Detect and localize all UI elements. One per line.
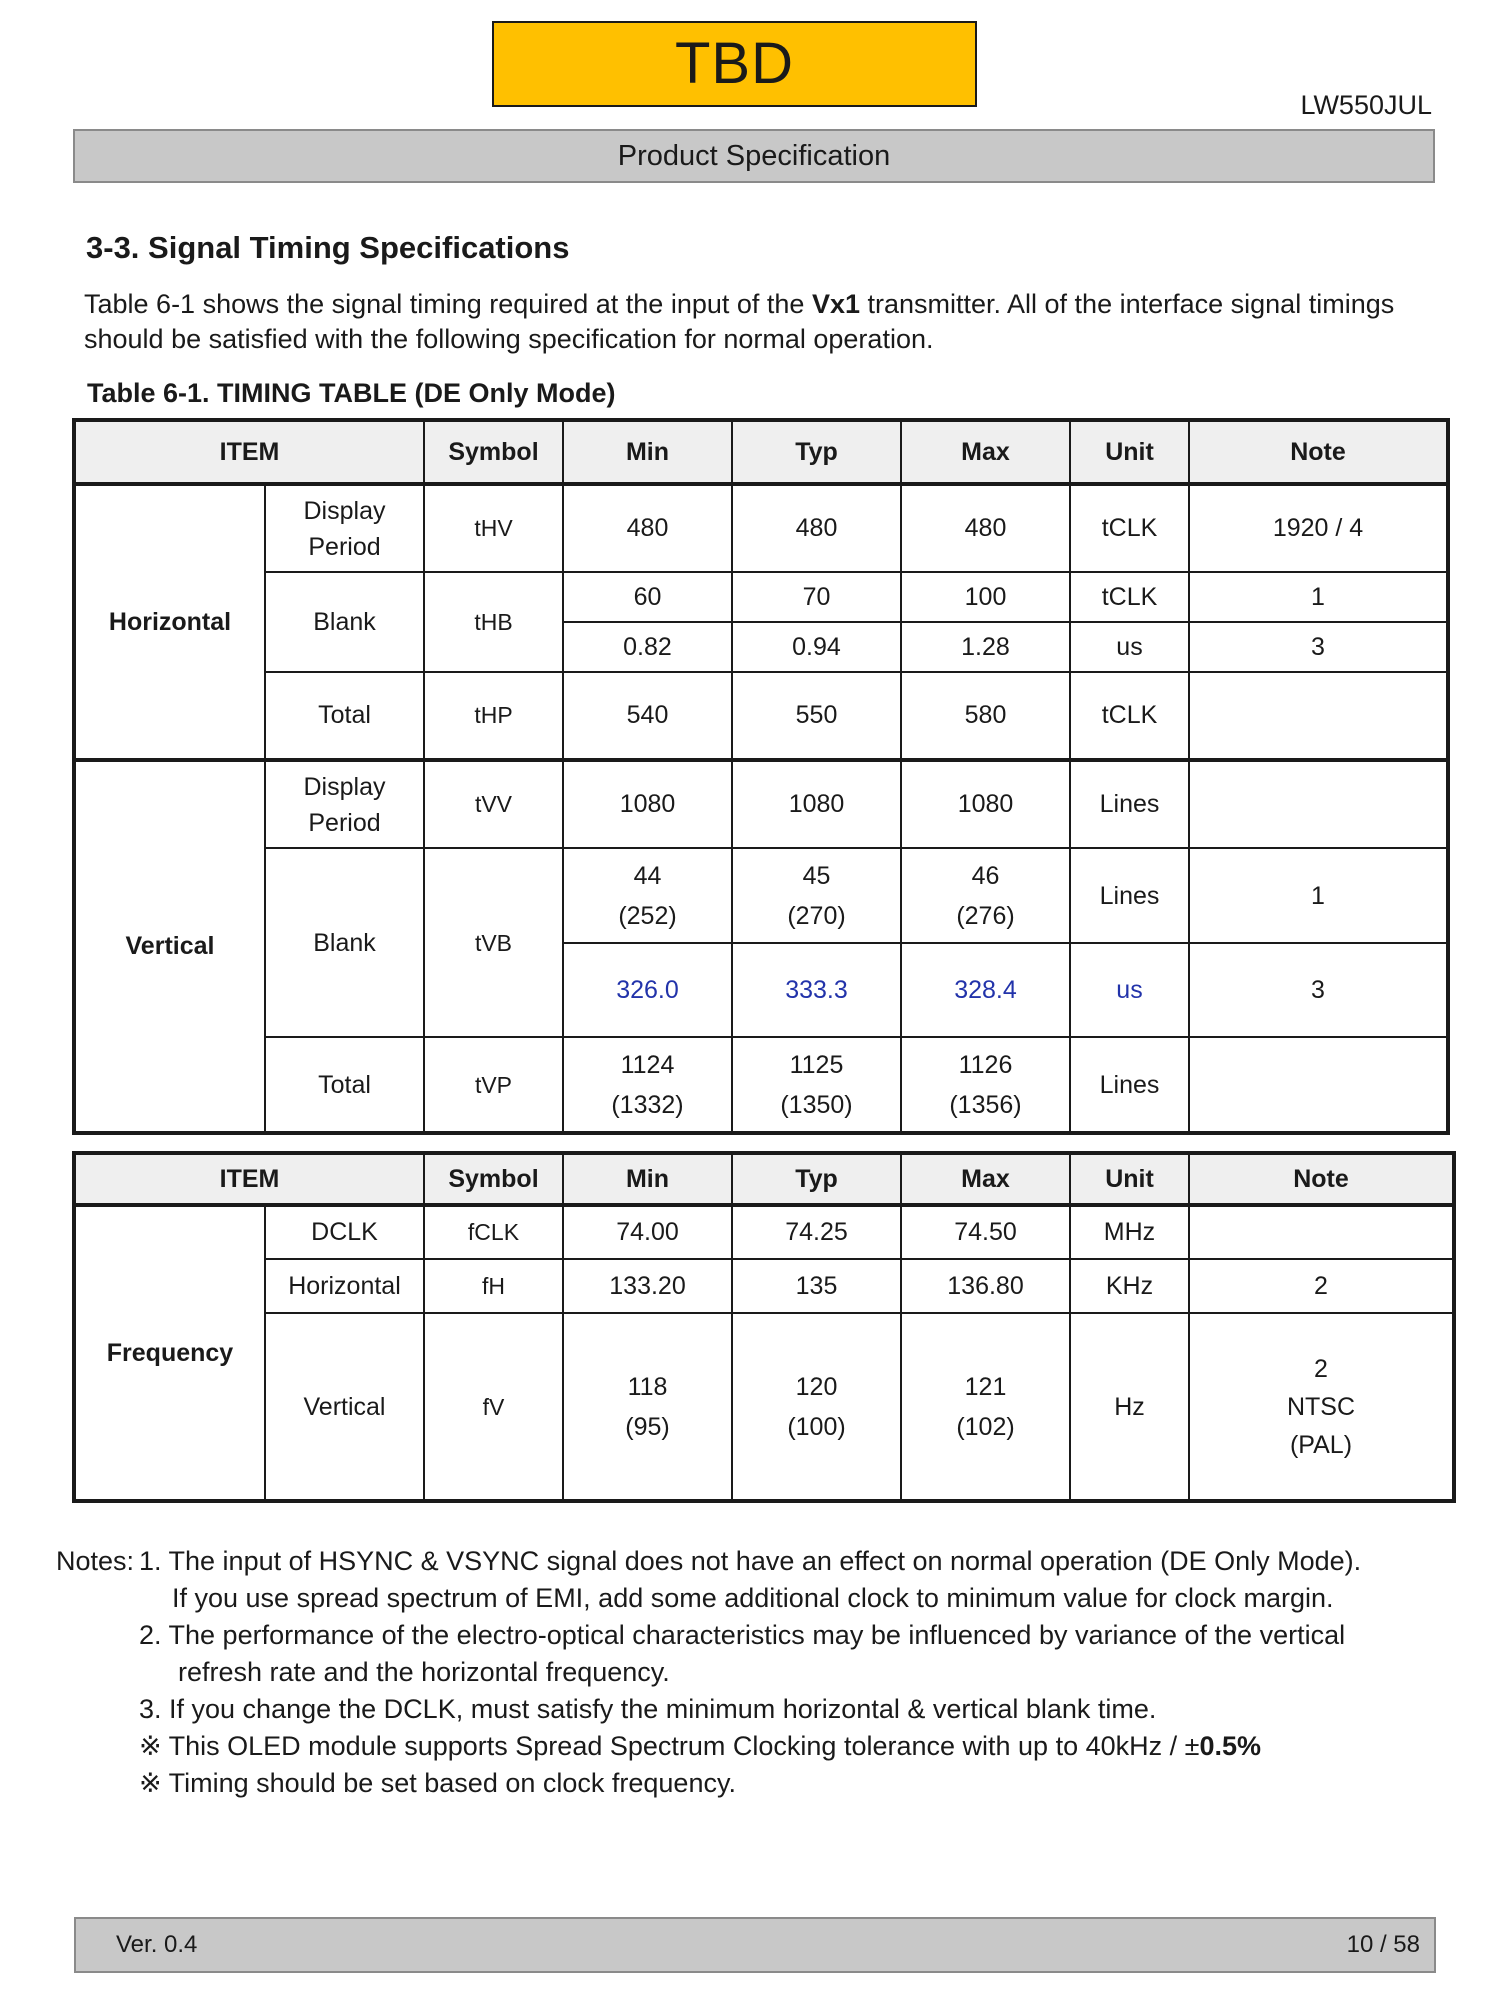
header-unit: Unit (1070, 1153, 1189, 1205)
header-unit: Unit (1070, 420, 1189, 484)
note-1: 1. The input of HSYNC & VSYNC signal does not have an effect on normal operation (DE Only Mode). (139, 1546, 1362, 1576)
symbol-cell: tHB (424, 572, 563, 672)
max-cell: 1.28 (901, 622, 1070, 672)
symbol-cell: tHV (424, 484, 563, 572)
max-cell (901, 1037, 1070, 1133)
table-row (74, 672, 1448, 760)
item-dclk: DCLK (265, 1205, 424, 1259)
header-banner: Product Specification (73, 129, 1435, 183)
item-total: Total (265, 672, 424, 760)
typ-cell (732, 1313, 901, 1501)
unit-cell: Lines (1070, 1037, 1189, 1133)
min-cell: 540 (563, 672, 732, 760)
header-note: Note (1189, 1153, 1454, 1205)
note-3: 3. If you change the DCLK, must satisfy the minimum horizontal & vertical blank time. (139, 1694, 1157, 1724)
item-vertical: Vertical (265, 1313, 424, 1501)
max-cell: 580 (901, 672, 1070, 760)
footer-bar (74, 1917, 1436, 1973)
unit-cell: Lines (1070, 760, 1189, 848)
max-cell: 480 (901, 484, 1070, 572)
note-sscg (139, 1728, 1459, 1765)
intro-text-2: transmitter. All of the interface signal timings should be satisfied with the following specification for normal operation. (84, 289, 1395, 354)
header-max: Max (901, 1153, 1070, 1205)
symbol-cell: tVV (424, 760, 563, 848)
unit-cell: tCLK (1070, 484, 1189, 572)
symbol-cell: tHP (424, 672, 563, 760)
table-row (74, 1313, 1454, 1501)
unit-cell: us (1070, 622, 1189, 672)
symbol-cell: fV (424, 1313, 563, 1501)
max-cell (901, 1313, 1070, 1501)
value-primary: 46 (971, 861, 1000, 890)
value-primary: 1126 (958, 1050, 1013, 1079)
intro-text-1: Table 6-1 shows the signal timing required at the input of the (84, 289, 812, 319)
note-cell (1189, 1205, 1454, 1259)
note-cell: 3 (1189, 943, 1448, 1037)
notes-body (139, 1543, 1459, 1802)
unit-cell: us (1070, 943, 1189, 1037)
typ-cell (732, 1037, 901, 1133)
item-blank: Blank (265, 572, 424, 672)
unit-cell: Lines (1070, 848, 1189, 943)
note-sscg-bold: 0.5% (1199, 1731, 1261, 1761)
note-cell: 1 (1189, 572, 1448, 622)
note-cell: 3 (1189, 622, 1448, 672)
typ-cell (732, 848, 901, 943)
note-timing: ※ Timing should be set based on clock frequency. (139, 1768, 736, 1798)
item-display-period-text: Display Period (303, 496, 386, 561)
typ-cell: 1080 (732, 760, 901, 848)
symbol-cell: tVP (424, 1037, 563, 1133)
intro-paragraph (84, 287, 1414, 357)
note-line: NTSC (1286, 1392, 1356, 1421)
note-cell: 1920 / 4 (1189, 484, 1448, 572)
min-cell: 0.82 (563, 622, 732, 672)
table-row (74, 1205, 1454, 1259)
value-alt: (1356) (949, 1090, 1022, 1119)
max-cell: 136.80 (901, 1259, 1070, 1313)
min-cell: 1080 (563, 760, 732, 848)
item-display-period (265, 760, 424, 848)
note-cell: 2 (1189, 1259, 1454, 1313)
value-alt: (252) (618, 901, 677, 930)
group-frequency: Frequency (74, 1205, 265, 1501)
note-cell (1189, 1037, 1448, 1133)
value-primary: 1125 (789, 1050, 844, 1079)
typ-cell: 135 (732, 1259, 901, 1313)
table-row (74, 760, 1448, 848)
note-sscg-text: ※ This OLED module supports Spread Spectrum Clocking tolerance with up to 40kHz / ± (139, 1731, 1200, 1761)
value-alt: (1350) (780, 1090, 853, 1119)
note-2-cont: refresh rate and the horizontal frequency. (178, 1657, 670, 1687)
table-row (74, 484, 1448, 572)
symbol-cell: fCLK (424, 1205, 563, 1259)
version-label: Ver. 0.4 (116, 1931, 198, 1958)
min-cell: 133.20 (563, 1259, 732, 1313)
symbol-cell: tVB (424, 848, 563, 1037)
typ-cell: 480 (732, 484, 901, 572)
value-alt: (95) (625, 1412, 670, 1441)
section-title: 3-3. Signal Timing Specifications (86, 230, 570, 265)
unit-cell: KHz (1070, 1259, 1189, 1313)
note-line: 2 (1314, 1354, 1328, 1383)
note-1-cont: If you use spread spectrum of EMI, add some additional clock to minimum value for clock margin. (172, 1583, 1334, 1613)
tbd-badge: TBD (492, 21, 977, 107)
min-cell (563, 1313, 732, 1501)
value-alt: (276) (956, 901, 1015, 930)
typ-cell: 333.3 (732, 943, 901, 1037)
group-horizontal: Horizontal (74, 484, 265, 760)
header-min: Min (563, 420, 732, 484)
header-min: Min (563, 1153, 732, 1205)
item-horizontal: Horizontal (265, 1259, 424, 1313)
document-id: LW550JUL (1300, 90, 1432, 120)
header-max: Max (901, 420, 1070, 484)
item-total: Total (265, 1037, 424, 1133)
max-cell: 100 (901, 572, 1070, 622)
typ-cell: 0.94 (732, 622, 901, 672)
value-alt: (270) (787, 901, 846, 930)
max-cell: 1080 (901, 760, 1070, 848)
value-alt: (1332) (611, 1090, 684, 1119)
unit-cell: MHz (1070, 1205, 1189, 1259)
table-row (74, 848, 1448, 943)
max-cell (901, 848, 1070, 943)
value-primary: 45 (802, 861, 831, 890)
header-item: ITEM (74, 1153, 424, 1205)
note-cell (1189, 760, 1448, 848)
header-note: Note (1189, 420, 1448, 484)
note-line: (PAL) (1289, 1430, 1353, 1459)
item-display-period (265, 484, 424, 572)
item-display-period-text: Display Period (303, 772, 386, 837)
min-cell: 326.0 (563, 943, 732, 1037)
max-cell: 74.50 (901, 1205, 1070, 1259)
unit-cell: tCLK (1070, 672, 1189, 760)
typ-cell: 74.25 (732, 1205, 901, 1259)
min-cell: 60 (563, 572, 732, 622)
value-alt: (100) (787, 1412, 846, 1441)
symbol-cell: fH (424, 1259, 563, 1313)
unit-cell: Hz (1070, 1313, 1189, 1501)
note-2: 2. The performance of the electro-optical characteristics may be influenced by variance of the vertical (139, 1620, 1346, 1650)
header-item: ITEM (74, 420, 424, 484)
min-cell: 74.00 (563, 1205, 732, 1259)
table-row (74, 1037, 1448, 1133)
min-cell (563, 848, 732, 943)
unit-cell: tCLK (1070, 572, 1189, 622)
min-cell (563, 1037, 732, 1133)
header-typ: Typ (732, 1153, 901, 1205)
value-primary: 121 (964, 1372, 1007, 1401)
note-cell (1189, 672, 1448, 760)
table-header-row (74, 420, 1448, 484)
value-primary: 44 (633, 861, 662, 890)
timing-table (72, 418, 1450, 1135)
page-number: 10 / 58 (1346, 1931, 1420, 1958)
value-alt: (102) (956, 1412, 1015, 1441)
item-blank: Blank (265, 848, 424, 1037)
header-typ: Typ (732, 420, 901, 484)
value-primary: 1124 (620, 1050, 675, 1079)
table-row (74, 1259, 1454, 1313)
notes-label: Notes: (56, 1546, 135, 1576)
table-header-row (74, 1153, 1454, 1205)
typ-cell: 70 (732, 572, 901, 622)
note-cell: 1 (1189, 848, 1448, 943)
note-cell (1189, 1313, 1454, 1501)
value-primary: 118 (627, 1372, 668, 1401)
header-symbol: Symbol (424, 1153, 563, 1205)
table-title: Table 6-1. TIMING TABLE (DE Only Mode) (87, 378, 616, 408)
value-primary: 120 (795, 1372, 838, 1401)
max-cell: 328.4 (901, 943, 1070, 1037)
typ-cell: 550 (732, 672, 901, 760)
min-cell: 480 (563, 484, 732, 572)
group-vertical: Vertical (74, 760, 265, 1133)
header-symbol: Symbol (424, 420, 563, 484)
frequency-table (72, 1151, 1456, 1503)
table-row (74, 572, 1448, 622)
intro-bold: Vx1 (811, 289, 860, 319)
